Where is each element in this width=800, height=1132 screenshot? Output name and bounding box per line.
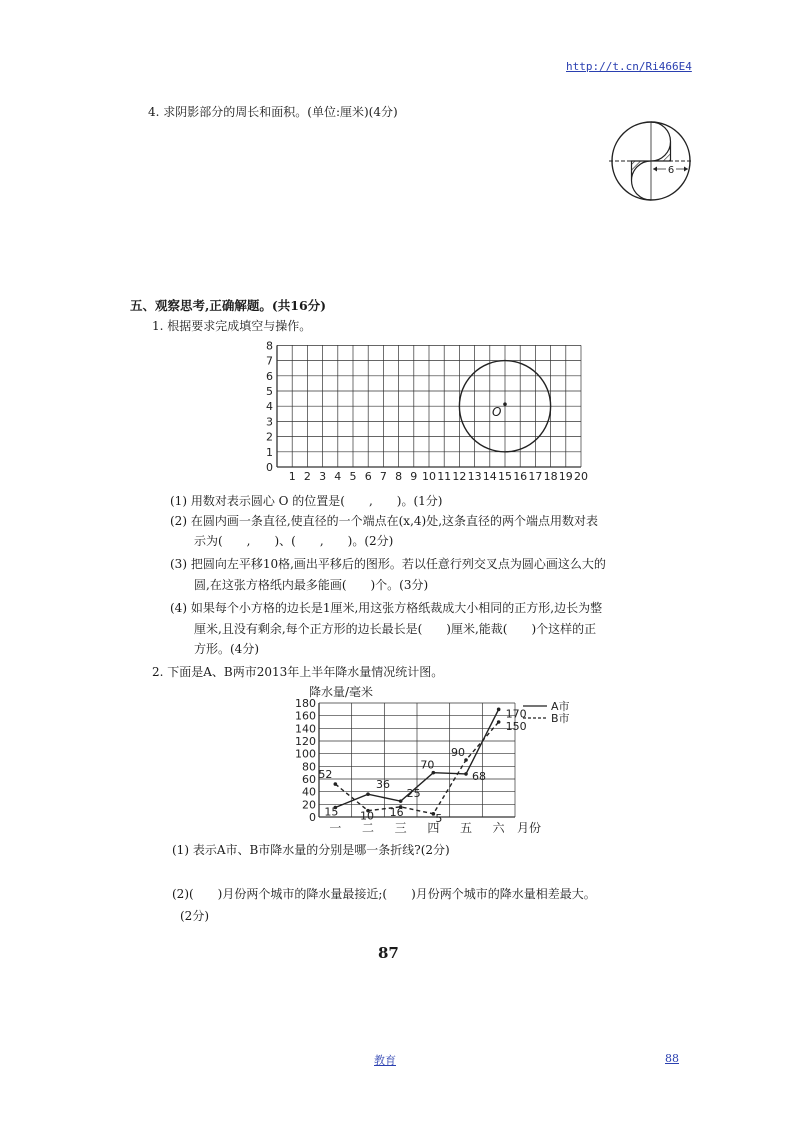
grid-x-tick: 19 <box>558 470 573 483</box>
grid-y-tick: 4 <box>266 400 273 414</box>
chart-data-label: 16 <box>389 805 404 819</box>
series-point-b <box>497 720 501 724</box>
chart-data-label: 36 <box>376 778 390 792</box>
grid-x-tick: 14 <box>482 470 497 483</box>
chart-y-tick: 80 <box>302 760 316 774</box>
grid-x-tick: 20 <box>574 470 588 483</box>
grid-y-tick: 2 <box>266 430 273 444</box>
series-point-a <box>366 792 370 796</box>
q1-item-2b: 示为( , )、( , )。(2分) <box>194 534 394 548</box>
page-number: 87 <box>378 944 399 962</box>
grid-y-tick: 5 <box>266 385 273 398</box>
chart-y-tick: 180 <box>295 697 316 710</box>
q2-title: 2. 下面是A、B两市2013年上半年降水量情况统计图。 <box>152 665 444 679</box>
chart-data-label: 10 <box>360 809 374 823</box>
chart-data-label: 68 <box>472 769 486 783</box>
chart-data-label: 170 <box>505 707 527 721</box>
grid-x-tick: 3 <box>319 470 327 483</box>
q1-item-2a: (2) 在圆内画一条直径,使直径的一个端点在(x,4)处,这条直径的两个端点用数对表 <box>170 514 599 528</box>
shaded-upper <box>651 122 671 161</box>
chart-x-tick: 四 <box>427 821 440 835</box>
series-point-a <box>399 799 403 803</box>
grid-x-tick: 11 <box>437 470 452 483</box>
grid-x-tick: 9 <box>410 470 418 483</box>
header-link[interactable]: http://t.cn/Ri466E4 <box>566 60 692 73</box>
q1-item-3a: (3) 把圆向左平移10格,画出平移后的图形。若以任意行列交叉点为圆心画这么大的 <box>170 557 606 571</box>
legend-label: A市 <box>551 700 570 713</box>
chart-y-tick: 0 <box>309 811 316 824</box>
series-point-b <box>334 782 338 786</box>
chart-y-tick: 120 <box>295 735 316 748</box>
chart-ylabel: 降水量/毫米 <box>309 685 374 699</box>
q1-item-4c: 方形。(4分) <box>194 642 259 656</box>
rainfall-line-chart <box>285 683 575 835</box>
grid-x-tick: 4 <box>334 470 342 483</box>
grid-x-tick: 7 <box>379 470 387 483</box>
chart-x-tick: 二 <box>361 821 375 835</box>
q2-item-2b: (2分) <box>180 909 209 923</box>
grid-x-tick: 2 <box>303 470 311 483</box>
grid-x-tick: 18 <box>543 470 558 483</box>
grid-x-tick: 1 <box>288 470 296 483</box>
grid-x-tick: 12 <box>452 470 467 483</box>
grid-x-tick: 17 <box>528 470 543 483</box>
grid-y-tick: 0 <box>266 461 273 474</box>
series-point-a <box>464 772 468 776</box>
q1-item-1: (1) 用数对表示圆心 O 的位置是( , )。(1分) <box>170 494 443 508</box>
chart-x-tick: 三 <box>394 821 407 835</box>
q4-text: 4. 求阴影部分的周长和面积。(单位:厘米)(4分) <box>148 105 398 119</box>
grid-y-tick: 6 <box>266 369 273 383</box>
coordinate-grid <box>255 334 605 484</box>
chart-data-label: 150 <box>505 720 527 733</box>
footer-link[interactable]: 教育 <box>374 1054 396 1067</box>
q4-circle-figure <box>605 117 697 209</box>
grid-y-tick: 8 <box>266 339 273 353</box>
chart-y-tick: 60 <box>302 773 316 786</box>
chart-xlabel: 月份 <box>517 821 542 835</box>
chart-data-label: 52 <box>318 768 333 782</box>
chart-y-tick: 40 <box>302 785 316 799</box>
chart-data-label: 5 <box>435 811 443 825</box>
q2-item-2a: (2)( )月份两个城市的降水量最接近;( )月份两个城市的降水量相差最大。 <box>172 887 596 901</box>
q1-item-3b: 圆,在这张方格纸内最多能画( )个。(3分) <box>194 578 429 592</box>
grid-x-tick: 5 <box>349 470 357 483</box>
chart-data-label: 70 <box>420 758 435 772</box>
footer-page: 88 <box>665 1052 679 1065</box>
chart-x-tick: 一 <box>329 821 342 835</box>
legend-label: B市 <box>551 712 570 725</box>
section5-title: 五、观察思考,正确解题。(共16分) <box>130 298 327 313</box>
q1-item-4b: 厘米,且没有剩余,每个正方形的边长最长是( )厘米,能裁( )个这样的正 <box>194 622 597 636</box>
chart-y-tick: 160 <box>295 709 316 723</box>
chart-y-tick: 140 <box>295 722 316 736</box>
grid-y-tick: 7 <box>266 354 273 368</box>
grid-x-tick: 15 <box>498 470 512 483</box>
grid-y-tick: 3 <box>266 415 273 429</box>
circle-center-label: O <box>492 405 502 420</box>
series-point-a <box>497 708 501 712</box>
q2-item-1: (1) 表示A市、B市降水量的分别是哪一条折线?(2分) <box>172 843 450 857</box>
grid-x-tick: 8 <box>395 470 403 483</box>
chart-data-label: 90 <box>451 746 465 759</box>
chart-data-label: 25 <box>406 787 421 801</box>
grid-x-tick: 16 <box>513 470 528 483</box>
circle-center-dot <box>503 402 507 406</box>
q1-item-4a: (4) 如果每个小方格的边长是1厘米,用这张方格纸裁成大小相同的正方形,边长为整 <box>170 601 603 615</box>
grid-x-tick: 13 <box>467 470 482 483</box>
shaded-lower <box>632 161 652 200</box>
figure-label-6: 6 <box>667 165 675 176</box>
grid-x-tick: 10 <box>422 470 436 483</box>
grid-x-tick: 6 <box>364 470 372 483</box>
q1-title: 1. 根据要求完成填空与操作。 <box>152 319 312 333</box>
chart-x-tick: 六 <box>492 821 505 835</box>
chart-y-tick: 100 <box>295 747 316 761</box>
chart-y-tick: 20 <box>302 798 316 812</box>
grid-y-tick: 1 <box>266 445 273 459</box>
chart-x-tick: 五 <box>459 821 473 835</box>
chart-data-label: 15 <box>324 805 339 819</box>
